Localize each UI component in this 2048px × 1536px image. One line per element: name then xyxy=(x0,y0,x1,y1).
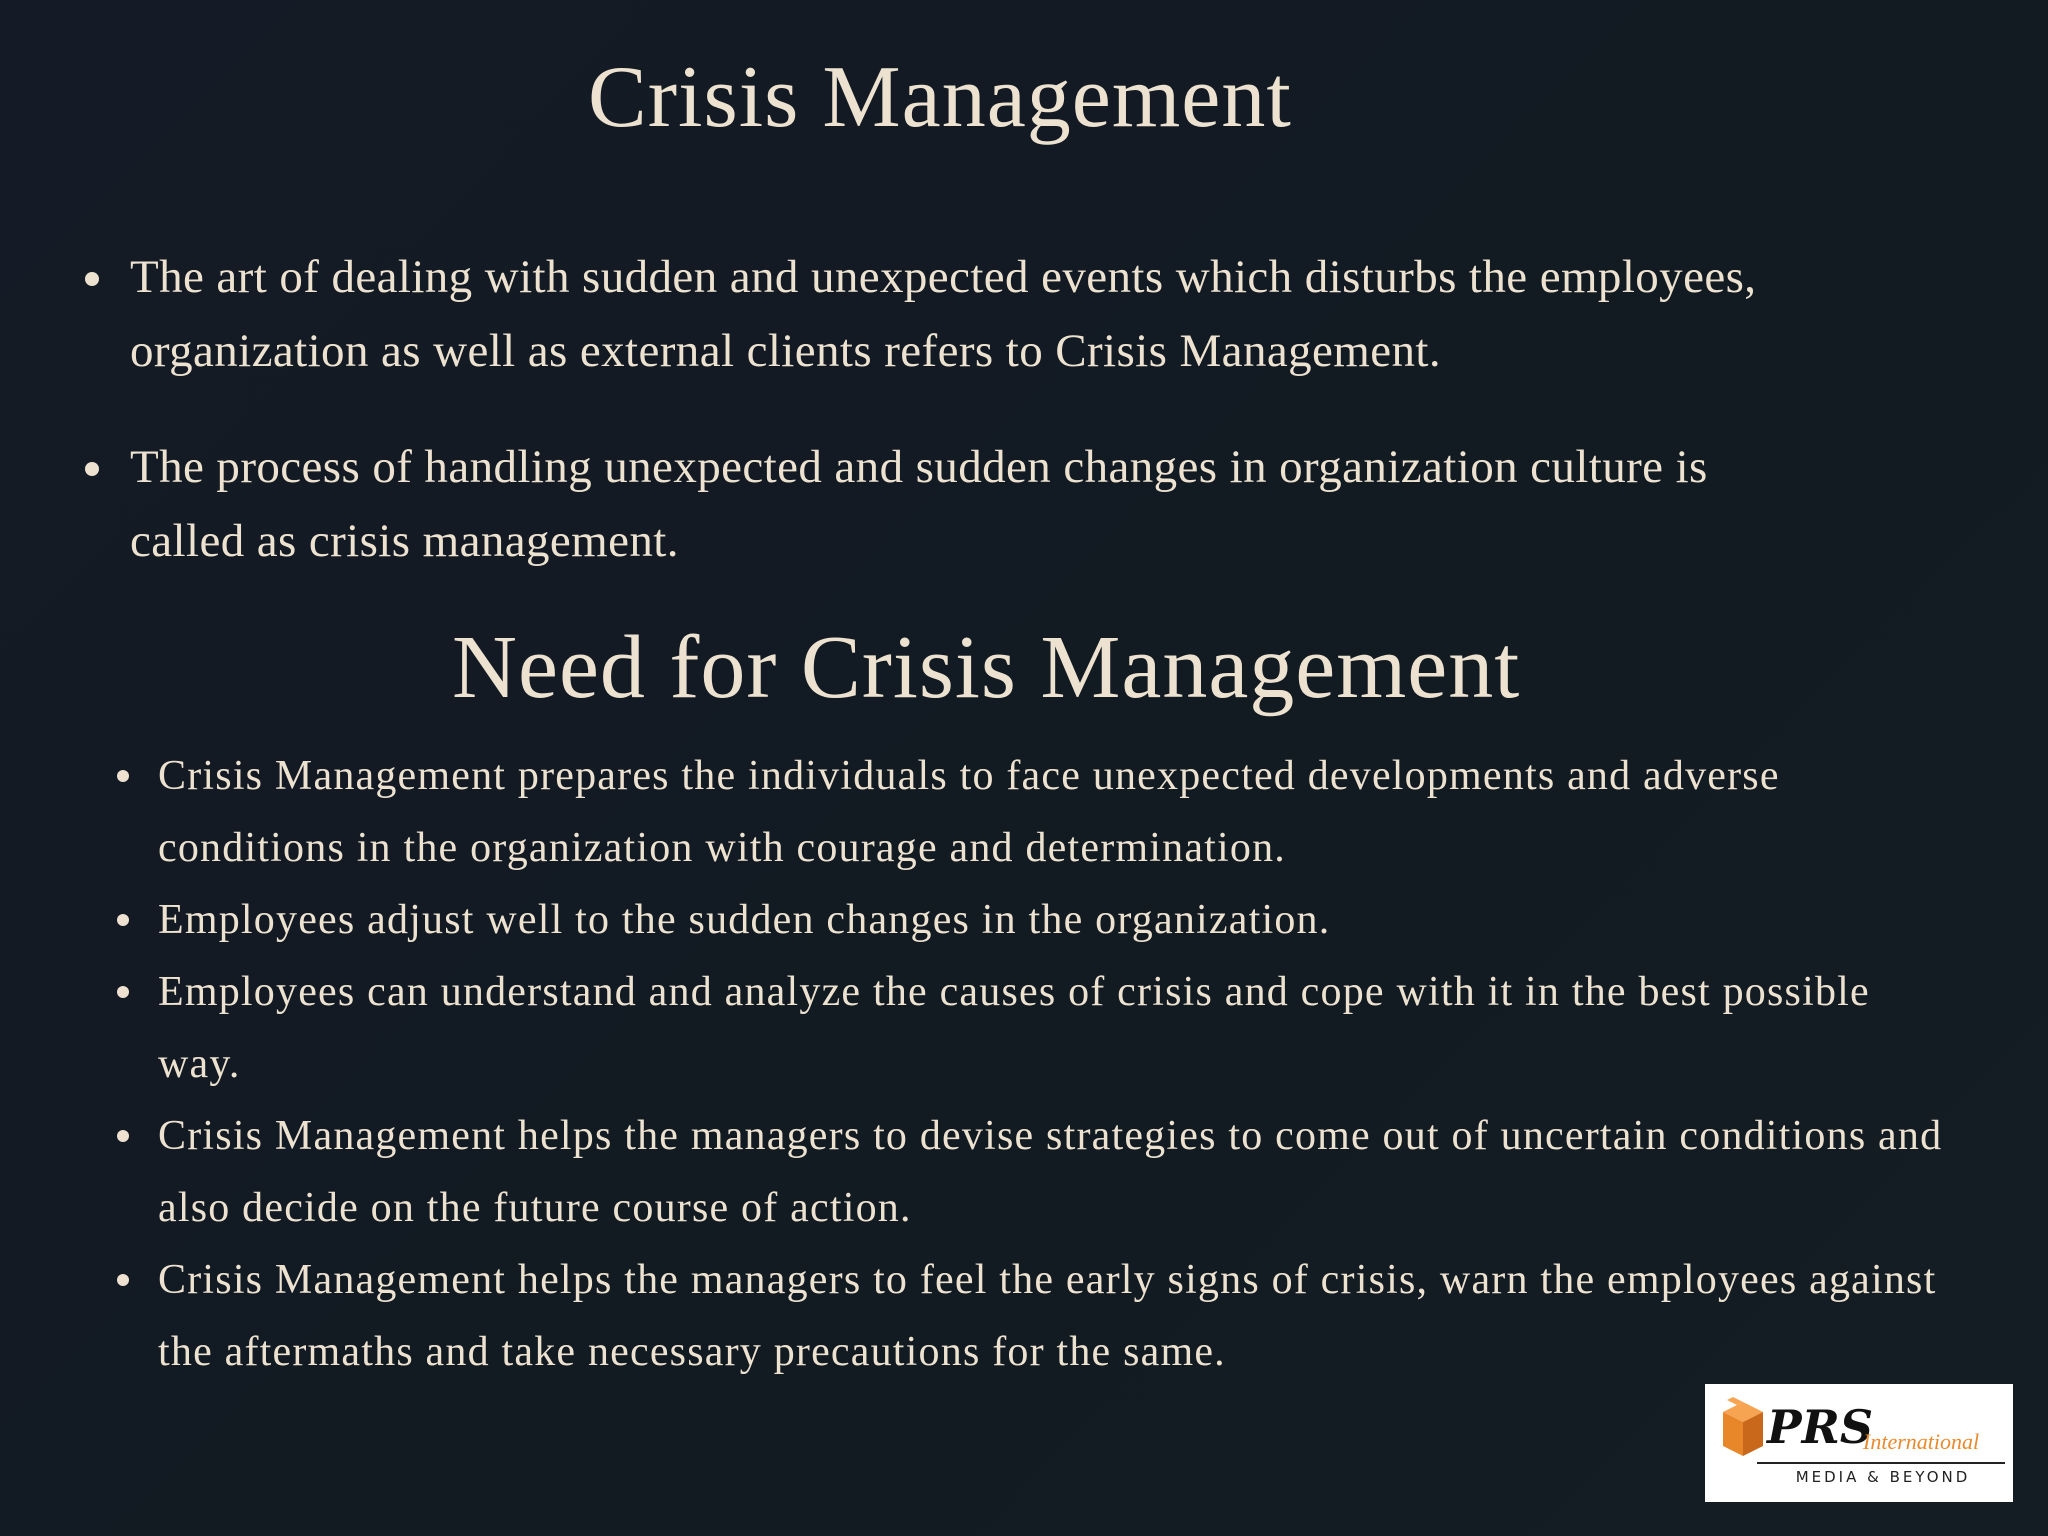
logo-tagline: MEDIA & BEYOND xyxy=(1795,1468,1971,1486)
section-title: Need for Crisis Management xyxy=(452,618,1521,717)
page-title: Crisis Management xyxy=(588,49,1292,146)
needs-item: Employees adjust well to the sudden changes in the organization. xyxy=(110,884,1950,956)
definition-item: The process of handling unexpected and sudden changes in organization culture is called as crisis management. xyxy=(80,430,1730,578)
needs-item: Crisis Management helps the managers to devise strategies to come out of uncertain conditions and also decide on the future course of action. xyxy=(110,1100,1950,1244)
prs-logo xyxy=(1705,1384,2013,1502)
definition-item: The art of dealing with sudden and unexpected events which disturbs the employees, organization as well as external clients refers to Crisis Management. xyxy=(80,240,1980,388)
logo-subtitle: International xyxy=(1863,1429,1980,1454)
logo-divider xyxy=(1757,1462,2005,1464)
needs-item: Crisis Management helps the managers to feel the early signs of crisis, warn the employees against the aftermaths and take necessary precautions for the same. xyxy=(110,1244,1950,1388)
logo-name: PRS xyxy=(1767,1400,1874,1454)
orange-box-icon xyxy=(1719,1394,1767,1460)
needs-item: Crisis Management prepares the individuals to face unexpected developments and adverse conditions in the organization with courage and determination. xyxy=(110,740,1950,884)
definition-list xyxy=(80,240,1930,620)
needs-item: Employees can understand and analyze the causes of crisis and cope with it in the best possible way. xyxy=(110,956,1950,1100)
needs-list xyxy=(110,740,1950,1388)
